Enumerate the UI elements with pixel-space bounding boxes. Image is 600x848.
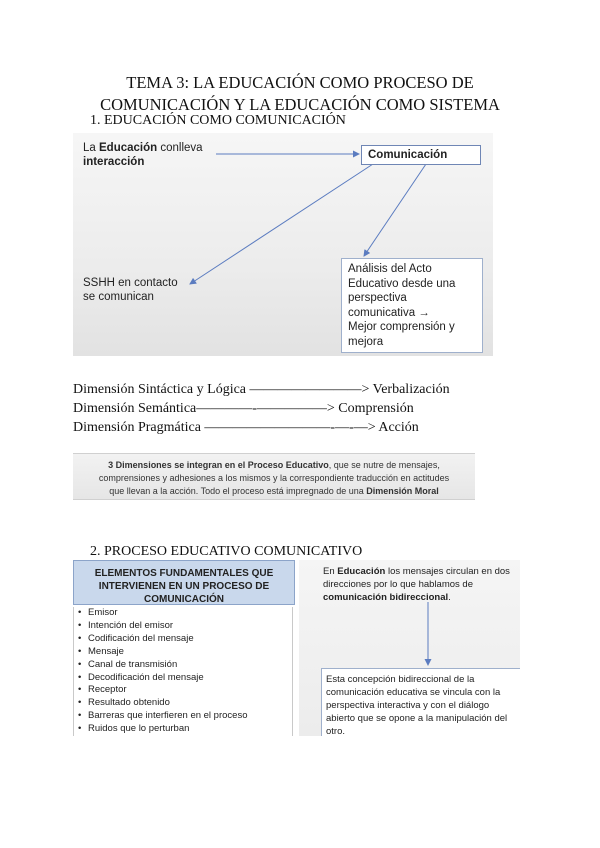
list-item: • Decodificación del mensaje — [88, 672, 292, 685]
dimension-pragmatic: Dimensión Pragmática —————————-—-—> Acción — [73, 420, 419, 435]
communication-diagram — [73, 133, 493, 356]
sshh-text: SSHH en contacto se comunican — [83, 277, 178, 303]
list-item: • Mensaje — [88, 646, 292, 659]
educational-process-diagram — [73, 560, 520, 736]
section-heading-1: 1. EDUCACIÓN COMO COMUNICACIÓN — [90, 113, 346, 128]
section-heading-2: 2. PROCESO EDUCATIVO COMUNICATIVO — [90, 544, 363, 559]
elements-header: ELEMENTOS FUNDAMENTALES QUE INTERVIENEN EN UN PROCESO DE COMUNICACIÓN — [73, 560, 295, 605]
title-line-2: COMUNICACIÓN Y LA EDUCACIÓN COMO SISTEMA — [100, 95, 500, 114]
education-interaction-text: La Educación conlleva interacción — [83, 142, 203, 168]
page-title — [60, 72, 540, 116]
list-item: • Codificación del mensaje — [88, 633, 292, 646]
list-item: • Emisor — [88, 607, 292, 620]
analysis-box: Análisis del Acto Educativo desde una perspectiva comunicativa → Mejor comprensión y mejora — [341, 258, 483, 353]
arrow-to-analisis — [364, 164, 426, 256]
bidirectional-text: En Educación los mensajes circulan en dos direcciones por lo que hablamos de comunicación bidireccional. — [323, 566, 510, 603]
dimensions-list — [73, 380, 450, 437]
bidirectional-conception-box: Esta concepción bidireccional de la comunicación educativa se vincula con la perspectiva interactiva y con el diálogo abierto que se opone a la manipulación del otro. — [321, 668, 520, 736]
communication-box: Comunicación — [361, 145, 481, 165]
list-item: • Intención del emisor — [88, 620, 292, 633]
dimension-syntactic: Dimensión Sintáctica y Lógica ————————> Verbalización — [73, 382, 450, 397]
list-item: • Receptor — [88, 684, 292, 697]
list-item: • Barreras que interfieren en el proceso — [88, 710, 292, 723]
list-item: • Canal de transmisión — [88, 659, 292, 672]
dimension-semantic: Dimensión Semántica————-—————> Comprensión — [73, 401, 414, 416]
dimensions-banner: 3 Dimensiones se integran en el Proceso Educativo, que se nutre de mensajes, comprensiones y adhesiones a los mismos y la correspondiente traducción en actitudes que llevan a la acción. Todo el proceso está impregnado de una Dimensión Moral — [73, 453, 475, 500]
list-item: • Ruidos que lo perturban — [88, 723, 292, 736]
title-line-1: TEMA 3: LA EDUCACIÓN COMO PROCESO DE — [126, 73, 474, 92]
list-item: • Resultado obtenido — [88, 697, 292, 710]
